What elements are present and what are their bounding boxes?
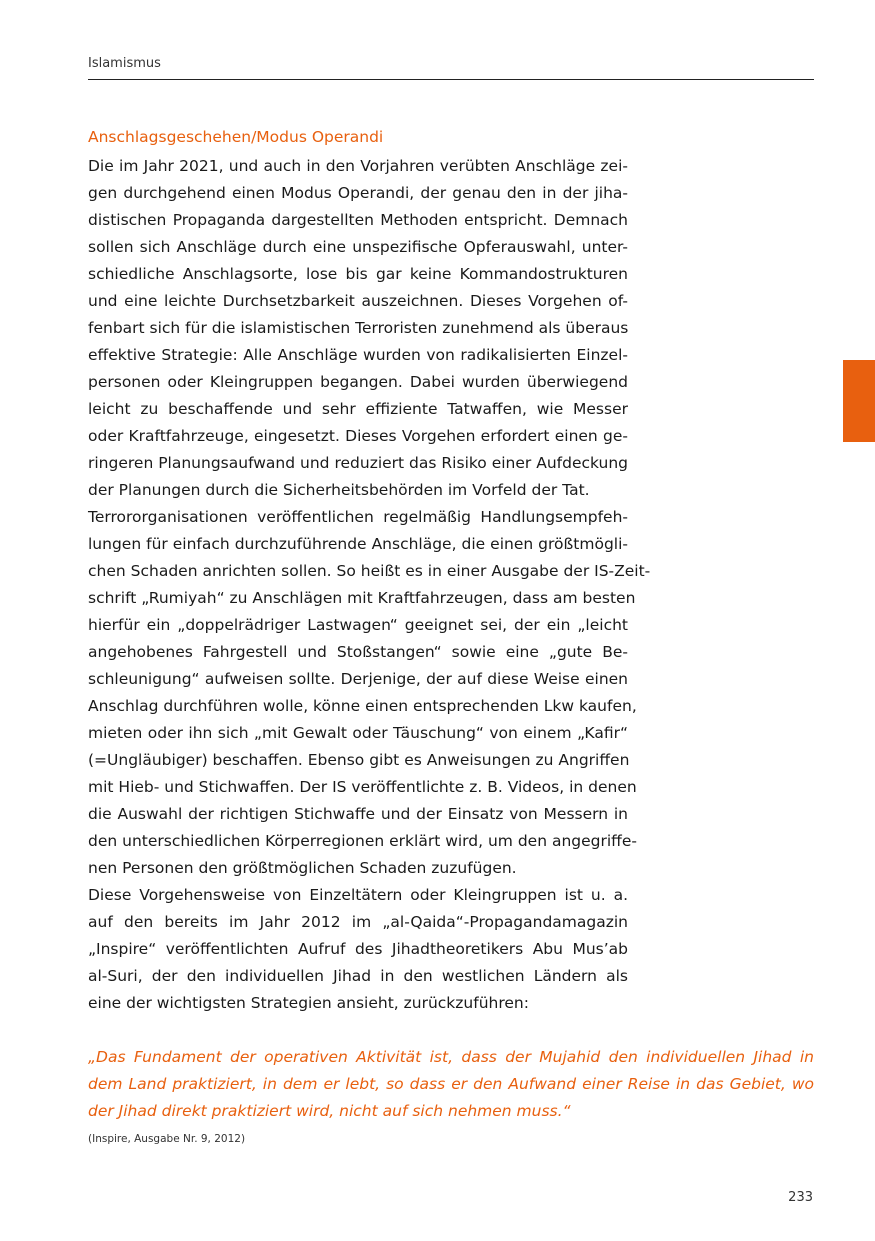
block-quote [88,1044,814,1125]
quote-line: dem Land praktiziert, in dem er lebt, so dass er den Aufwand einer Reise in das Gebiet, wo [88,1075,814,1093]
body-line: leicht zu beschaffende und sehr effiziente Tatwaffen, wie Messer [88,400,628,418]
body-line: fenbart sich für die islamistischen Terroristen zunehmend als überaus [88,319,629,337]
body-line: schleunigung“ aufweisen sollte. Derjenige, der auf diese Weise einen [88,670,628,688]
body-line: personen oder Kleingruppen begangen. Dabei wurden überwiegend [88,373,628,391]
page-number: 233 [788,1190,813,1205]
body-line: distischen Propaganda dargestellten Methoden entspricht. Demnach [88,211,628,229]
body-text [88,153,651,1017]
body-line: schrift „Rumiyah“ zu Anschlägen mit Kraftfahrzeugen, dass am besten [88,589,636,607]
body-line: den unterschiedlichen Körperregionen erklärt wird, um den angegriffe- [88,832,637,850]
body-line: angehobenes Fahrgestell und Stoßstangen“ sowie eine „gute Be- [88,643,628,661]
header-rule [88,79,814,80]
body-line: „Inspire“ veröffentlichten Aufruf des Jihadtheoretikers Abu Mus’ab [88,940,628,958]
body-line: mieten oder ihn sich „mit Gewalt oder Täuschung“ von einem „Kafir“ [88,724,628,742]
body-line: schiedliche Anschlagsorte, lose bis gar keine Kommandostrukturen [88,265,628,283]
quote-line: der Jihad direkt praktiziert wird, nicht auf sich nehmen muss.“ [88,1102,571,1120]
body-line: mit Hieb- und Stichwaffen. Der IS veröffentlichte z. B. Videos, in denen [88,778,637,796]
body-line: sollen sich Anschläge durch eine unspezifische Opferauswahl, unter- [88,238,628,256]
body-line: die Auswahl der richtigen Stichwaffe und der Einsatz von Messern in [88,805,628,823]
body-line: al-Suri, der den individuellen Jihad in den westlichen Ländern als [88,967,628,985]
body-line: eine der wichtigsten Strategien ansieht, zurückzuführen: [88,994,529,1012]
body-line: lungen für einfach durchzuführende Anschläge, die einen größtmögli- [88,535,628,553]
body-line: der Planungen durch die Sicherheitsbehörden im Vorfeld der Tat. [88,481,590,499]
body-line: und eine leichte Durchsetzbarkeit auszeichnen. Dieses Vorgehen of- [88,292,628,310]
quote-citation: (Inspire, Ausgabe Nr. 9, 2012) [88,1133,246,1145]
body-line: (=Ungläubiger) beschaffen. Ebenso gibt es Anweisungen zu Angriffen [88,751,630,769]
body-line: Anschlag durchführen wolle, könne einen entsprechenden Lkw kaufen, [88,697,637,715]
running-header: Islamismus [88,56,161,71]
body-line: hierfür ein „doppelrädriger Lastwagen“ geeignet sei, der ein „leicht [88,616,628,634]
body-line: Die im Jahr 2021, und auch in den Vorjahren verübten Anschläge zei- [88,157,628,175]
body-line: Diese Vorgehensweise von Einzeltätern oder Kleingruppen ist u. a. [88,886,628,904]
section-heading: Anschlagsgeschehen/Modus Operandi [88,128,384,146]
body-line: oder Kraftfahrzeuge, eingesetzt. Dieses Vorgehen erfordert einen ge- [88,427,628,445]
quote-line: „Das Fundament der operativen Aktivität ist, dass der Mujahid den individuellen Jihad in [88,1048,814,1066]
body-line: ringeren Planungsaufwand und reduziert das Risiko einer Aufdeckung [88,454,628,472]
chapter-tab-marker [843,360,875,442]
body-line: Terrororganisationen veröffentlichen regelmäßig Handlungsempfeh- [88,508,628,526]
body-line: auf den bereits im Jahr 2012 im „al-Qaida“-Propagandamagazin [88,913,628,931]
body-line: chen Schaden anrichten sollen. So heißt es in einer Ausgabe der IS-Zeit- [88,562,651,580]
body-line: nen Personen den größtmöglichen Schaden zuzufügen. [88,859,517,877]
body-line: effektive Strategie: Alle Anschläge wurden von radikalisierten Einzel- [88,346,628,364]
body-line: gen durchgehend einen Modus Operandi, der genau den in der jiha- [88,184,628,202]
